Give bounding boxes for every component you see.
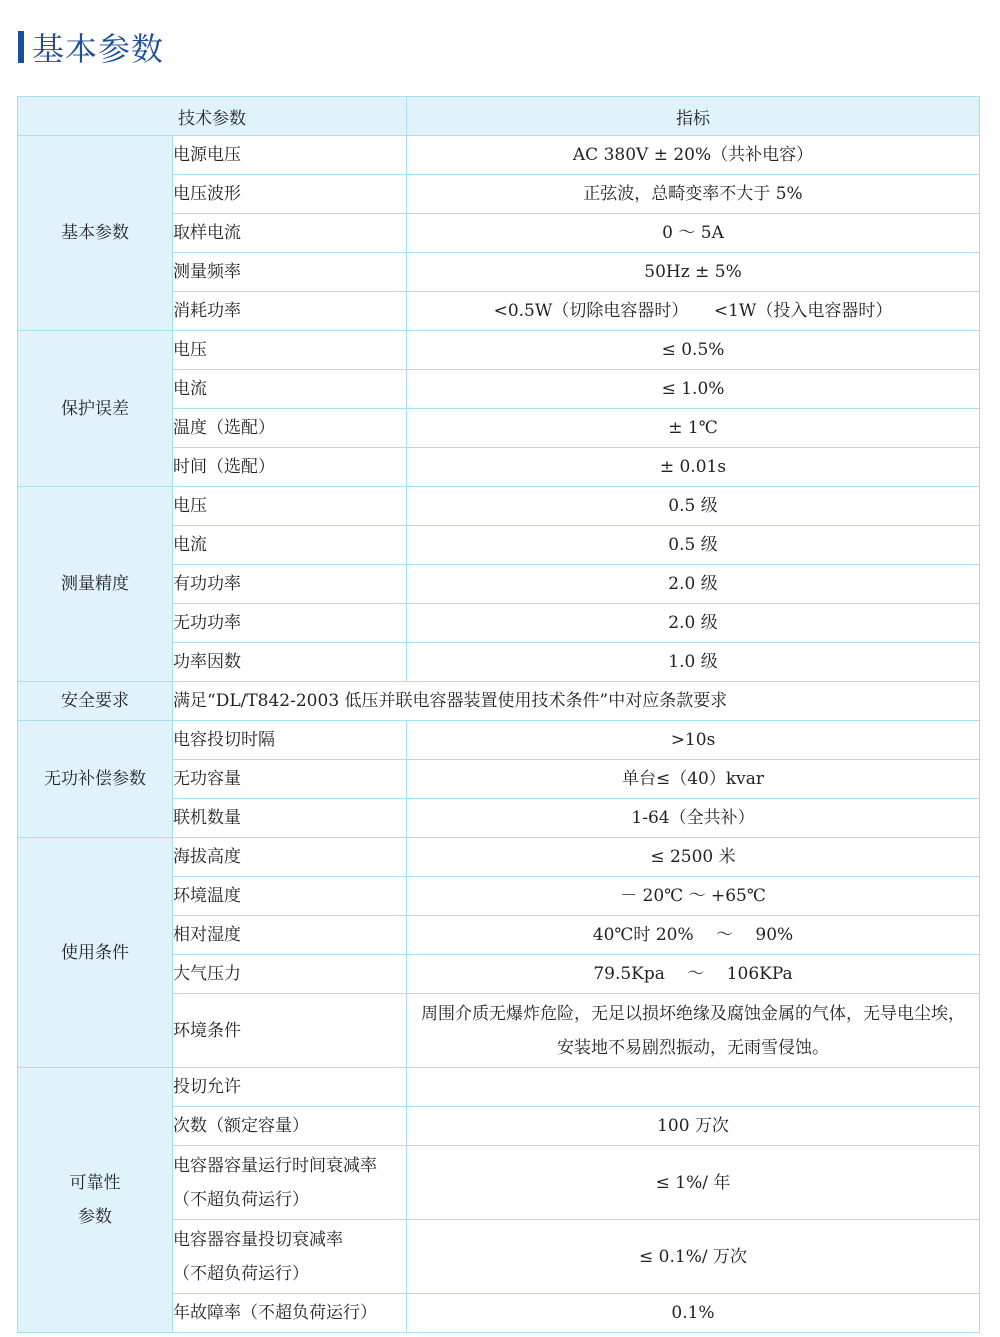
value-cell: >10s: [407, 721, 980, 760]
param-cell: 功率因数: [173, 643, 407, 682]
param-cell: 有功功率: [173, 565, 407, 604]
param-cell: 温度（选配）: [173, 409, 407, 448]
param-cell: 海拔高度: [173, 838, 407, 877]
param-cell: 测量频率: [173, 253, 407, 292]
param-cell: 投切允许: [173, 1068, 407, 1107]
table-row: [18, 487, 980, 526]
page-title: 基本参数: [32, 30, 165, 68]
value-cell: [407, 994, 980, 1068]
value-cell: 100 万次: [407, 1107, 980, 1146]
param-cell: 大气压力: [173, 955, 407, 994]
value-cell: 正弦波，总畸变率不大于 5%: [407, 175, 980, 214]
param-cell: 消耗功率: [173, 292, 407, 331]
table-header-row: [18, 97, 980, 136]
value-cell: ≤ 1%/ 年: [407, 1146, 980, 1220]
title-accent-bar: [18, 31, 24, 63]
value-cell: ≤ 0.5%: [407, 331, 980, 370]
param-cell: 年故障率（不超负荷运行）: [173, 1294, 407, 1333]
value-cell: 0 ～ 5A: [407, 214, 980, 253]
param-cell: 电源电压: [173, 136, 407, 175]
category-line: 参数: [78, 1207, 112, 1227]
table-row: [18, 721, 980, 760]
param-cell: 无功容量: [173, 760, 407, 799]
param-cell: 电容投切时隔: [173, 721, 407, 760]
value-cell: 50Hz ± 5%: [407, 253, 980, 292]
param-cell: 次数（额定容量）: [173, 1107, 407, 1146]
value-cell: [407, 916, 980, 955]
safety-requirement-cell: 满足“DL/T842-2003 低压并联电容器装置使用技术条件”中对应条款要求: [173, 682, 980, 721]
value-cell: 1-64（全共补）: [407, 799, 980, 838]
value-cell: ± 1℃: [407, 409, 980, 448]
value-cell: 0.1%: [407, 1294, 980, 1333]
param-cell: 电流: [173, 526, 407, 565]
value-cell: 单台≤（40）kvar: [407, 760, 980, 799]
value-cell: 0.5 级: [407, 487, 980, 526]
value-cell: [407, 1068, 980, 1107]
value-cell: 2.0 级: [407, 565, 980, 604]
header-indicator: 指标: [407, 97, 980, 136]
category-reactive-compensation: 无功补偿参数: [18, 721, 173, 838]
category-line: 可靠性: [69, 1173, 121, 1193]
category-protection-error: 保护误差: [18, 331, 173, 487]
table-row: [18, 682, 980, 721]
param-cell: [173, 1146, 407, 1220]
value-cell: ± 0.01s: [407, 448, 980, 487]
header-parameter: 技术参数: [18, 97, 407, 136]
value-text: 40℃时 20% ～ 90%: [592, 925, 794, 945]
param-cell: 电压: [173, 331, 407, 370]
param-cell: 环境条件: [173, 994, 407, 1068]
value-cell: 1.0 级: [407, 643, 980, 682]
value-cell: [407, 292, 980, 331]
spec-table: [17, 96, 980, 1333]
value-line: 安装地不易剧烈振动，无雨雪侵蚀。: [557, 1037, 829, 1058]
table-row: [18, 838, 980, 877]
param-line: （不超负荷运行）: [173, 1263, 309, 1284]
category-operating-conditions: 使用条件: [18, 838, 173, 1068]
param-line: （不超负荷运行）: [173, 1189, 309, 1210]
param-cell: 联机数量: [173, 799, 407, 838]
value-cell: ≤ 0.1%/ 万次: [407, 1220, 980, 1294]
value-cell: ≤ 1.0%: [407, 370, 980, 409]
param-cell: 无功功率: [173, 604, 407, 643]
param-line: 电容器容量投切衰减率: [173, 1229, 343, 1250]
value-line: 周围介质无爆炸危险，无足以损坏绝缘及腐蚀金属的气体，无导电尘埃，: [421, 1003, 965, 1024]
param-cell: 环境温度: [173, 877, 407, 916]
param-line: 电容器容量运行时间衰减率: [173, 1155, 377, 1176]
param-cell: 相对湿度: [173, 916, 407, 955]
value-cell: － 20℃ ～ +65℃: [407, 877, 980, 916]
table-row: [18, 136, 980, 175]
param-cell: 电压波形: [173, 175, 407, 214]
param-cell: 电压: [173, 487, 407, 526]
param-cell: 取样电流: [173, 214, 407, 253]
param-cell: [173, 1220, 407, 1294]
value-cell: ≤ 2500 米: [407, 838, 980, 877]
value-cell: 2.0 级: [407, 604, 980, 643]
category-safety: 安全要求: [18, 682, 173, 721]
param-cell: 时间（选配）: [173, 448, 407, 487]
value-cell: 0.5 级: [407, 526, 980, 565]
category-reliability: [18, 1068, 173, 1333]
value-text: 79.5Kpa ～ 106KPa: [593, 964, 793, 984]
table-row: [18, 1068, 980, 1107]
value-text: <0.5W（切除电容器时） <1W（投入电容器时）: [493, 301, 893, 321]
category-basic: 基本参数: [18, 136, 173, 331]
table-row: [18, 331, 980, 370]
param-cell: 电流: [173, 370, 407, 409]
category-measurement-accuracy: 测量精度: [18, 487, 173, 682]
value-cell: AC 380V ± 20%（共补电容）: [407, 136, 980, 175]
value-cell: [407, 955, 980, 994]
section-title: [18, 28, 164, 66]
